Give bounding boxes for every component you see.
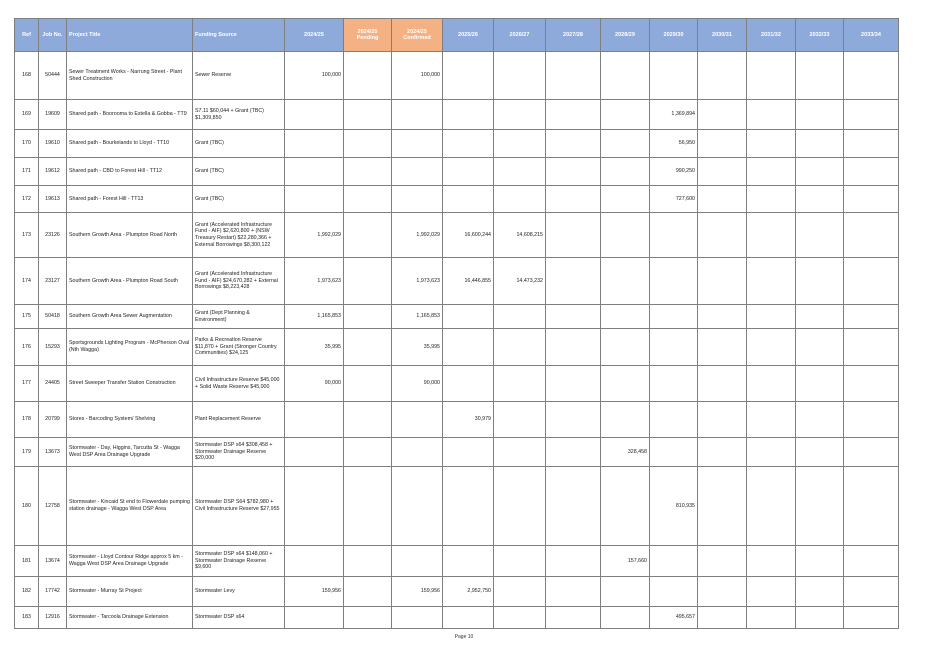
value-2025-26: 16,600,244	[443, 213, 494, 258]
value-2029-30: 727,600	[650, 186, 698, 213]
value-2032-33	[796, 158, 844, 186]
table-row	[15, 402, 899, 438]
project-title-cell: Stormwater - Day, Higgins, Tarcutta St - Wagga West DSP Area Drainage Upgrade	[67, 438, 193, 467]
value-2033-34	[844, 186, 899, 213]
value-2033-34	[844, 158, 899, 186]
page-number: Page 10	[454, 634, 474, 640]
table-row	[15, 305, 899, 329]
value-2030-31	[698, 577, 747, 607]
table-row	[15, 607, 899, 629]
value-2025-26	[443, 186, 494, 213]
project-title-cell: Shared path - Bourkelands to Lloyd - TT10	[67, 130, 193, 158]
project-title-cell: Stormwater - Murray St Project	[67, 577, 193, 607]
ref-cell: 180	[15, 467, 39, 546]
value-2033-34	[844, 546, 899, 577]
value-2024-25-confirmed: 100,000	[392, 52, 443, 100]
header-ref: Ref	[15, 19, 39, 52]
value-2030-31	[698, 158, 747, 186]
value-2024-25-pending	[344, 577, 392, 607]
value-2024-25-confirmed: 90,000	[392, 366, 443, 402]
value-2032-33	[796, 52, 844, 100]
value-2024-25-confirmed: 1,165,853	[392, 305, 443, 329]
value-2024-25-confirmed	[392, 467, 443, 546]
job-no-cell: 19609	[39, 100, 67, 130]
value-2024-25	[285, 100, 344, 130]
job-no-cell: 12758	[39, 467, 67, 546]
funding-source-cell: Grant (Accelerated Infrastructure Fund - AIF) $24,670,282 + External Borrowings $8,223,428	[193, 258, 285, 305]
value-2032-33	[796, 607, 844, 629]
value-2032-33	[796, 467, 844, 546]
value-2026-27	[494, 577, 546, 607]
value-2025-26	[443, 158, 494, 186]
value-2025-26: 2,952,750	[443, 577, 494, 607]
header-2024-25-pending: 2024/25 Pending	[344, 19, 392, 52]
value-2024-25-pending	[344, 52, 392, 100]
job-no-cell: 12916	[39, 607, 67, 629]
value-2031-32	[747, 467, 796, 546]
ref-cell: 168	[15, 52, 39, 100]
value-2025-26	[443, 467, 494, 546]
value-2028-29: 328,458	[601, 438, 650, 467]
value-2027-28	[546, 607, 601, 629]
header-2028-29: 2028/29	[601, 19, 650, 52]
table-row	[15, 577, 899, 607]
value-2027-28	[546, 329, 601, 366]
job-no-cell: 20799	[39, 402, 67, 438]
value-2033-34	[844, 467, 899, 546]
value-2024-25: 100,000	[285, 52, 344, 100]
header-row	[15, 19, 899, 52]
value-2024-25-confirmed	[392, 100, 443, 130]
value-2026-27	[494, 438, 546, 467]
header-2024-25: 2024/25	[285, 19, 344, 52]
value-2031-32	[747, 577, 796, 607]
value-2029-30	[650, 402, 698, 438]
value-2029-30	[650, 438, 698, 467]
project-title-cell: Shared path - Boorooma to Estella & Gobba - TT9	[67, 100, 193, 130]
job-no-cell: 15293	[39, 329, 67, 366]
ref-cell: 179	[15, 438, 39, 467]
value-2030-31	[698, 329, 747, 366]
value-2024-25-confirmed	[392, 186, 443, 213]
project-title-cell: Southern Growth Area Sewer Augmentation	[67, 305, 193, 329]
value-2026-27	[494, 52, 546, 100]
value-2028-29: 157,660	[601, 546, 650, 577]
ref-cell: 172	[15, 186, 39, 213]
value-2024-25	[285, 546, 344, 577]
ref-cell: 169	[15, 100, 39, 130]
table-row	[15, 366, 899, 402]
value-2033-34	[844, 329, 899, 366]
value-2030-31	[698, 366, 747, 402]
value-2028-29	[601, 402, 650, 438]
funding-source-cell: Parks & Recreation Reserve $11,870 + Grant (Stronger Country Communities) $24,125	[193, 329, 285, 366]
job-no-cell: 50444	[39, 52, 67, 100]
project-title-cell: Stores - Barcoding System/ Shelving	[67, 402, 193, 438]
value-2031-32	[747, 402, 796, 438]
project-title-cell: Stormwater - Kincaid St end to Flowerdale pumping station drainage - Wagga West DSP Area	[67, 467, 193, 546]
value-2025-26: 16,446,855	[443, 258, 494, 305]
value-2031-32	[747, 52, 796, 100]
value-2027-28	[546, 52, 601, 100]
value-2024-25: 1,973,623	[285, 258, 344, 305]
value-2032-33	[796, 186, 844, 213]
header-2029-30: 2029/30	[650, 19, 698, 52]
value-2027-28	[546, 366, 601, 402]
table-row	[15, 258, 899, 305]
value-2026-27	[494, 546, 546, 577]
value-2031-32	[747, 130, 796, 158]
value-2032-33	[796, 130, 844, 158]
value-2024-25-pending	[344, 100, 392, 130]
project-title-cell: Shared path - CBD to Forest Hill - TT12	[67, 158, 193, 186]
table-row	[15, 213, 899, 258]
value-2024-25-pending	[344, 402, 392, 438]
value-2032-33	[796, 546, 844, 577]
value-2029-30: 495,657	[650, 607, 698, 629]
value-2027-28	[546, 467, 601, 546]
funding-source-cell: Stormwater Levy	[193, 577, 285, 607]
value-2028-29	[601, 607, 650, 629]
value-2024-25-confirmed	[392, 546, 443, 577]
value-2025-26	[443, 52, 494, 100]
value-2024-25-pending	[344, 366, 392, 402]
value-2030-31	[698, 52, 747, 100]
funding-source-cell: Grant (Accelerated Infrastructure Fund - AIF) $2,620,800 + (NSW Treasury Restart) $22,280,366 + External Borrowings $8,300,122	[193, 213, 285, 258]
job-no-cell: 19613	[39, 186, 67, 213]
header-2032-33: 2032/33	[796, 19, 844, 52]
ref-cell: 175	[15, 305, 39, 329]
ref-cell: 173	[15, 213, 39, 258]
value-2024-25	[285, 158, 344, 186]
value-2024-25-pending	[344, 258, 392, 305]
value-2024-25	[285, 607, 344, 629]
value-2031-32	[747, 213, 796, 258]
value-2024-25: 1,165,853	[285, 305, 344, 329]
value-2031-32	[747, 607, 796, 629]
job-no-cell: 19610	[39, 130, 67, 158]
funding-source-cell: Sewer Reserve	[193, 52, 285, 100]
value-2028-29	[601, 329, 650, 366]
value-2027-28	[546, 213, 601, 258]
value-2027-28	[546, 305, 601, 329]
value-2029-30	[650, 366, 698, 402]
value-2026-27	[494, 130, 546, 158]
value-2031-32	[747, 329, 796, 366]
value-2026-27	[494, 607, 546, 629]
project-title-cell: Southern Growth Area - Plumpton Road North	[67, 213, 193, 258]
value-2030-31	[698, 546, 747, 577]
header-2030-31: 2030/31	[698, 19, 747, 52]
value-2030-31	[698, 607, 747, 629]
value-2028-29	[601, 158, 650, 186]
value-2025-26	[443, 305, 494, 329]
value-2030-31	[698, 467, 747, 546]
value-2025-26: 30,979	[443, 402, 494, 438]
value-2028-29	[601, 130, 650, 158]
value-2030-31	[698, 258, 747, 305]
job-no-cell: 24405	[39, 366, 67, 402]
value-2026-27: 14,608,215	[494, 213, 546, 258]
project-title-cell: Sewer Treatment Works - Narrung Street - Plant Shed Construction	[67, 52, 193, 100]
header-2027-28: 2027/28	[546, 19, 601, 52]
value-2026-27	[494, 366, 546, 402]
project-title-cell: Shared path - Forest Hill - TT13	[67, 186, 193, 213]
value-2033-34	[844, 100, 899, 130]
project-title-cell: Stormwater - Lloyd Contour Ridge approx 5 km - Wagga West DSP Area Drainage Upgrade	[67, 546, 193, 577]
value-2032-33	[796, 213, 844, 258]
value-2030-31	[698, 100, 747, 130]
project-title-cell: Street Sweeper Transfer Station Construction	[67, 366, 193, 402]
funding-source-cell: Stormwater DSP s64 $308,458 + Stormwater Drainage Reserve $20,000	[193, 438, 285, 467]
table-row	[15, 52, 899, 100]
value-2030-31	[698, 130, 747, 158]
value-2031-32	[747, 305, 796, 329]
value-2031-32	[747, 258, 796, 305]
header-2024-25-confirmed: 2024/25 Confirmed	[392, 19, 443, 52]
value-2024-25	[285, 467, 344, 546]
value-2033-34	[844, 577, 899, 607]
value-2025-26	[443, 366, 494, 402]
value-2028-29	[601, 305, 650, 329]
header-2031-32: 2031/32	[747, 19, 796, 52]
value-2032-33	[796, 438, 844, 467]
funding-source-cell: Stormwater DSP s64 $148,060 + Stormwater Drainage Reserve $9,600	[193, 546, 285, 577]
funding-source-cell: Grant (TBC)	[193, 158, 285, 186]
job-no-cell: 23126	[39, 213, 67, 258]
value-2028-29	[601, 100, 650, 130]
value-2024-25-confirmed	[392, 130, 443, 158]
value-2024-25	[285, 186, 344, 213]
header-job-no: Job No.	[39, 19, 67, 52]
value-2024-25-pending	[344, 438, 392, 467]
job-no-cell: 17742	[39, 577, 67, 607]
value-2026-27	[494, 305, 546, 329]
value-2030-31	[698, 402, 747, 438]
value-2027-28	[546, 100, 601, 130]
job-no-cell: 19612	[39, 158, 67, 186]
funding-source-cell: Plant Replacement Reserve	[193, 402, 285, 438]
funding-source-cell: S7.11 $60,044 + Grant (TBC) $1,309,850	[193, 100, 285, 130]
value-2026-27: 14,473,232	[494, 258, 546, 305]
value-2025-26	[443, 100, 494, 130]
value-2033-34	[844, 258, 899, 305]
value-2024-25-confirmed: 159,956	[392, 577, 443, 607]
value-2026-27	[494, 186, 546, 213]
value-2029-30: 810,935	[650, 467, 698, 546]
ref-cell: 170	[15, 130, 39, 158]
ref-cell: 181	[15, 546, 39, 577]
value-2026-27	[494, 329, 546, 366]
value-2028-29	[601, 52, 650, 100]
value-2028-29	[601, 258, 650, 305]
value-2028-29	[601, 213, 650, 258]
value-2032-33	[796, 402, 844, 438]
value-2029-30	[650, 52, 698, 100]
value-2024-25: 90,000	[285, 366, 344, 402]
value-2031-32	[747, 100, 796, 130]
value-2033-34	[844, 130, 899, 158]
value-2029-30	[650, 213, 698, 258]
value-2024-25-confirmed	[392, 607, 443, 629]
value-2029-30	[650, 577, 698, 607]
funding-source-cell: Grant (TBC)	[193, 186, 285, 213]
value-2027-28	[546, 258, 601, 305]
value-2032-33	[796, 329, 844, 366]
value-2029-30	[650, 546, 698, 577]
value-2031-32	[747, 158, 796, 186]
value-2030-31	[698, 438, 747, 467]
ref-cell: 182	[15, 577, 39, 607]
value-2024-25: 35,995	[285, 329, 344, 366]
table-row	[15, 158, 899, 186]
value-2024-25-pending	[344, 213, 392, 258]
job-no-cell: 13674	[39, 546, 67, 577]
value-2027-28	[546, 130, 601, 158]
value-2024-25-pending	[344, 158, 392, 186]
value-2031-32	[747, 546, 796, 577]
value-2031-32	[747, 366, 796, 402]
value-2033-34	[844, 607, 899, 629]
job-no-cell: 23127	[39, 258, 67, 305]
value-2032-33	[796, 258, 844, 305]
value-2025-26	[443, 329, 494, 366]
value-2030-31	[698, 305, 747, 329]
value-2024-25-confirmed: 35,995	[392, 329, 443, 366]
value-2032-33	[796, 366, 844, 402]
value-2029-30: 56,950	[650, 130, 698, 158]
value-2024-25: 159,956	[285, 577, 344, 607]
value-2024-25-pending	[344, 329, 392, 366]
table-row	[15, 329, 899, 366]
value-2024-25-pending	[344, 130, 392, 158]
funding-source-cell: Grant (TBC)	[193, 130, 285, 158]
value-2033-34	[844, 438, 899, 467]
value-2033-34	[844, 213, 899, 258]
table-row	[15, 438, 899, 467]
value-2032-33	[796, 577, 844, 607]
value-2026-27	[494, 402, 546, 438]
project-title-cell: Sportsgrounds Lighting Program - McPherson Oval (Nth Wagga)	[67, 329, 193, 366]
table-row	[15, 186, 899, 213]
value-2033-34	[844, 402, 899, 438]
header-2033-34: 2033/34	[844, 19, 899, 52]
value-2029-30	[650, 258, 698, 305]
value-2028-29	[601, 467, 650, 546]
value-2024-25-pending	[344, 186, 392, 213]
table-row	[15, 467, 899, 546]
value-2029-30: 1,369,894	[650, 100, 698, 130]
value-2025-26	[443, 546, 494, 577]
value-2033-34	[844, 52, 899, 100]
value-2024-25-pending	[344, 546, 392, 577]
value-2027-28	[546, 438, 601, 467]
value-2031-32	[747, 186, 796, 213]
ref-cell: 177	[15, 366, 39, 402]
value-2025-26	[443, 130, 494, 158]
table-row	[15, 130, 899, 158]
value-2027-28	[546, 186, 601, 213]
value-2024-25-confirmed	[392, 438, 443, 467]
value-2032-33	[796, 100, 844, 130]
value-2026-27	[494, 467, 546, 546]
value-2028-29	[601, 577, 650, 607]
header-funding-source: Funding Source	[193, 19, 285, 52]
value-2025-26	[443, 607, 494, 629]
project-title-cell: Stormwater - Tarcoola Drainage Extension	[67, 607, 193, 629]
value-2024-25: 1,992,029	[285, 213, 344, 258]
ref-cell: 174	[15, 258, 39, 305]
value-2027-28	[546, 402, 601, 438]
ref-cell: 183	[15, 607, 39, 629]
value-2024-25-pending	[344, 467, 392, 546]
value-2030-31	[698, 213, 747, 258]
value-2033-34	[844, 366, 899, 402]
capital-works-table	[14, 18, 899, 629]
value-2026-27	[494, 100, 546, 130]
value-2024-25	[285, 402, 344, 438]
ref-cell: 178	[15, 402, 39, 438]
value-2024-25-pending	[344, 305, 392, 329]
value-2029-30	[650, 305, 698, 329]
header-project-title: Project Title	[67, 19, 193, 52]
value-2029-30	[650, 329, 698, 366]
table-row	[15, 546, 899, 577]
job-no-cell: 13673	[39, 438, 67, 467]
project-title-cell: Southern Growth Area - Plumpton Road South	[67, 258, 193, 305]
table-row	[15, 100, 899, 130]
value-2029-30: 990,250	[650, 158, 698, 186]
value-2032-33	[796, 305, 844, 329]
value-2030-31	[698, 186, 747, 213]
funding-source-cell: Grant (Dept Planning & Environment)	[193, 305, 285, 329]
value-2024-25-confirmed	[392, 158, 443, 186]
value-2024-25-confirmed: 1,973,623	[392, 258, 443, 305]
value-2026-27	[494, 158, 546, 186]
job-no-cell: 50418	[39, 305, 67, 329]
value-2028-29	[601, 366, 650, 402]
funding-source-cell: Stormwater DSP S64 $782,980 + Civil Infrastructure Reserve $27,955	[193, 467, 285, 546]
value-2024-25	[285, 130, 344, 158]
header-2025-26: 2025/26	[443, 19, 494, 52]
value-2027-28	[546, 546, 601, 577]
ref-cell: 176	[15, 329, 39, 366]
value-2024-25-confirmed: 1,992,029	[392, 213, 443, 258]
ref-cell: 171	[15, 158, 39, 186]
value-2027-28	[546, 158, 601, 186]
value-2025-26	[443, 438, 494, 467]
table-body	[15, 52, 899, 629]
value-2024-25-pending	[344, 607, 392, 629]
value-2024-25-confirmed	[392, 402, 443, 438]
value-2033-34	[844, 305, 899, 329]
value-2028-29	[601, 186, 650, 213]
header-2026-27: 2026/27	[494, 19, 546, 52]
funding-source-cell: Stormwater DSP s64	[193, 607, 285, 629]
funding-source-cell: Civil Infrastructure Reserve $45,000 + Solid Waste Reserve $45,000	[193, 366, 285, 402]
value-2024-25	[285, 438, 344, 467]
value-2031-32	[747, 438, 796, 467]
value-2027-28	[546, 577, 601, 607]
